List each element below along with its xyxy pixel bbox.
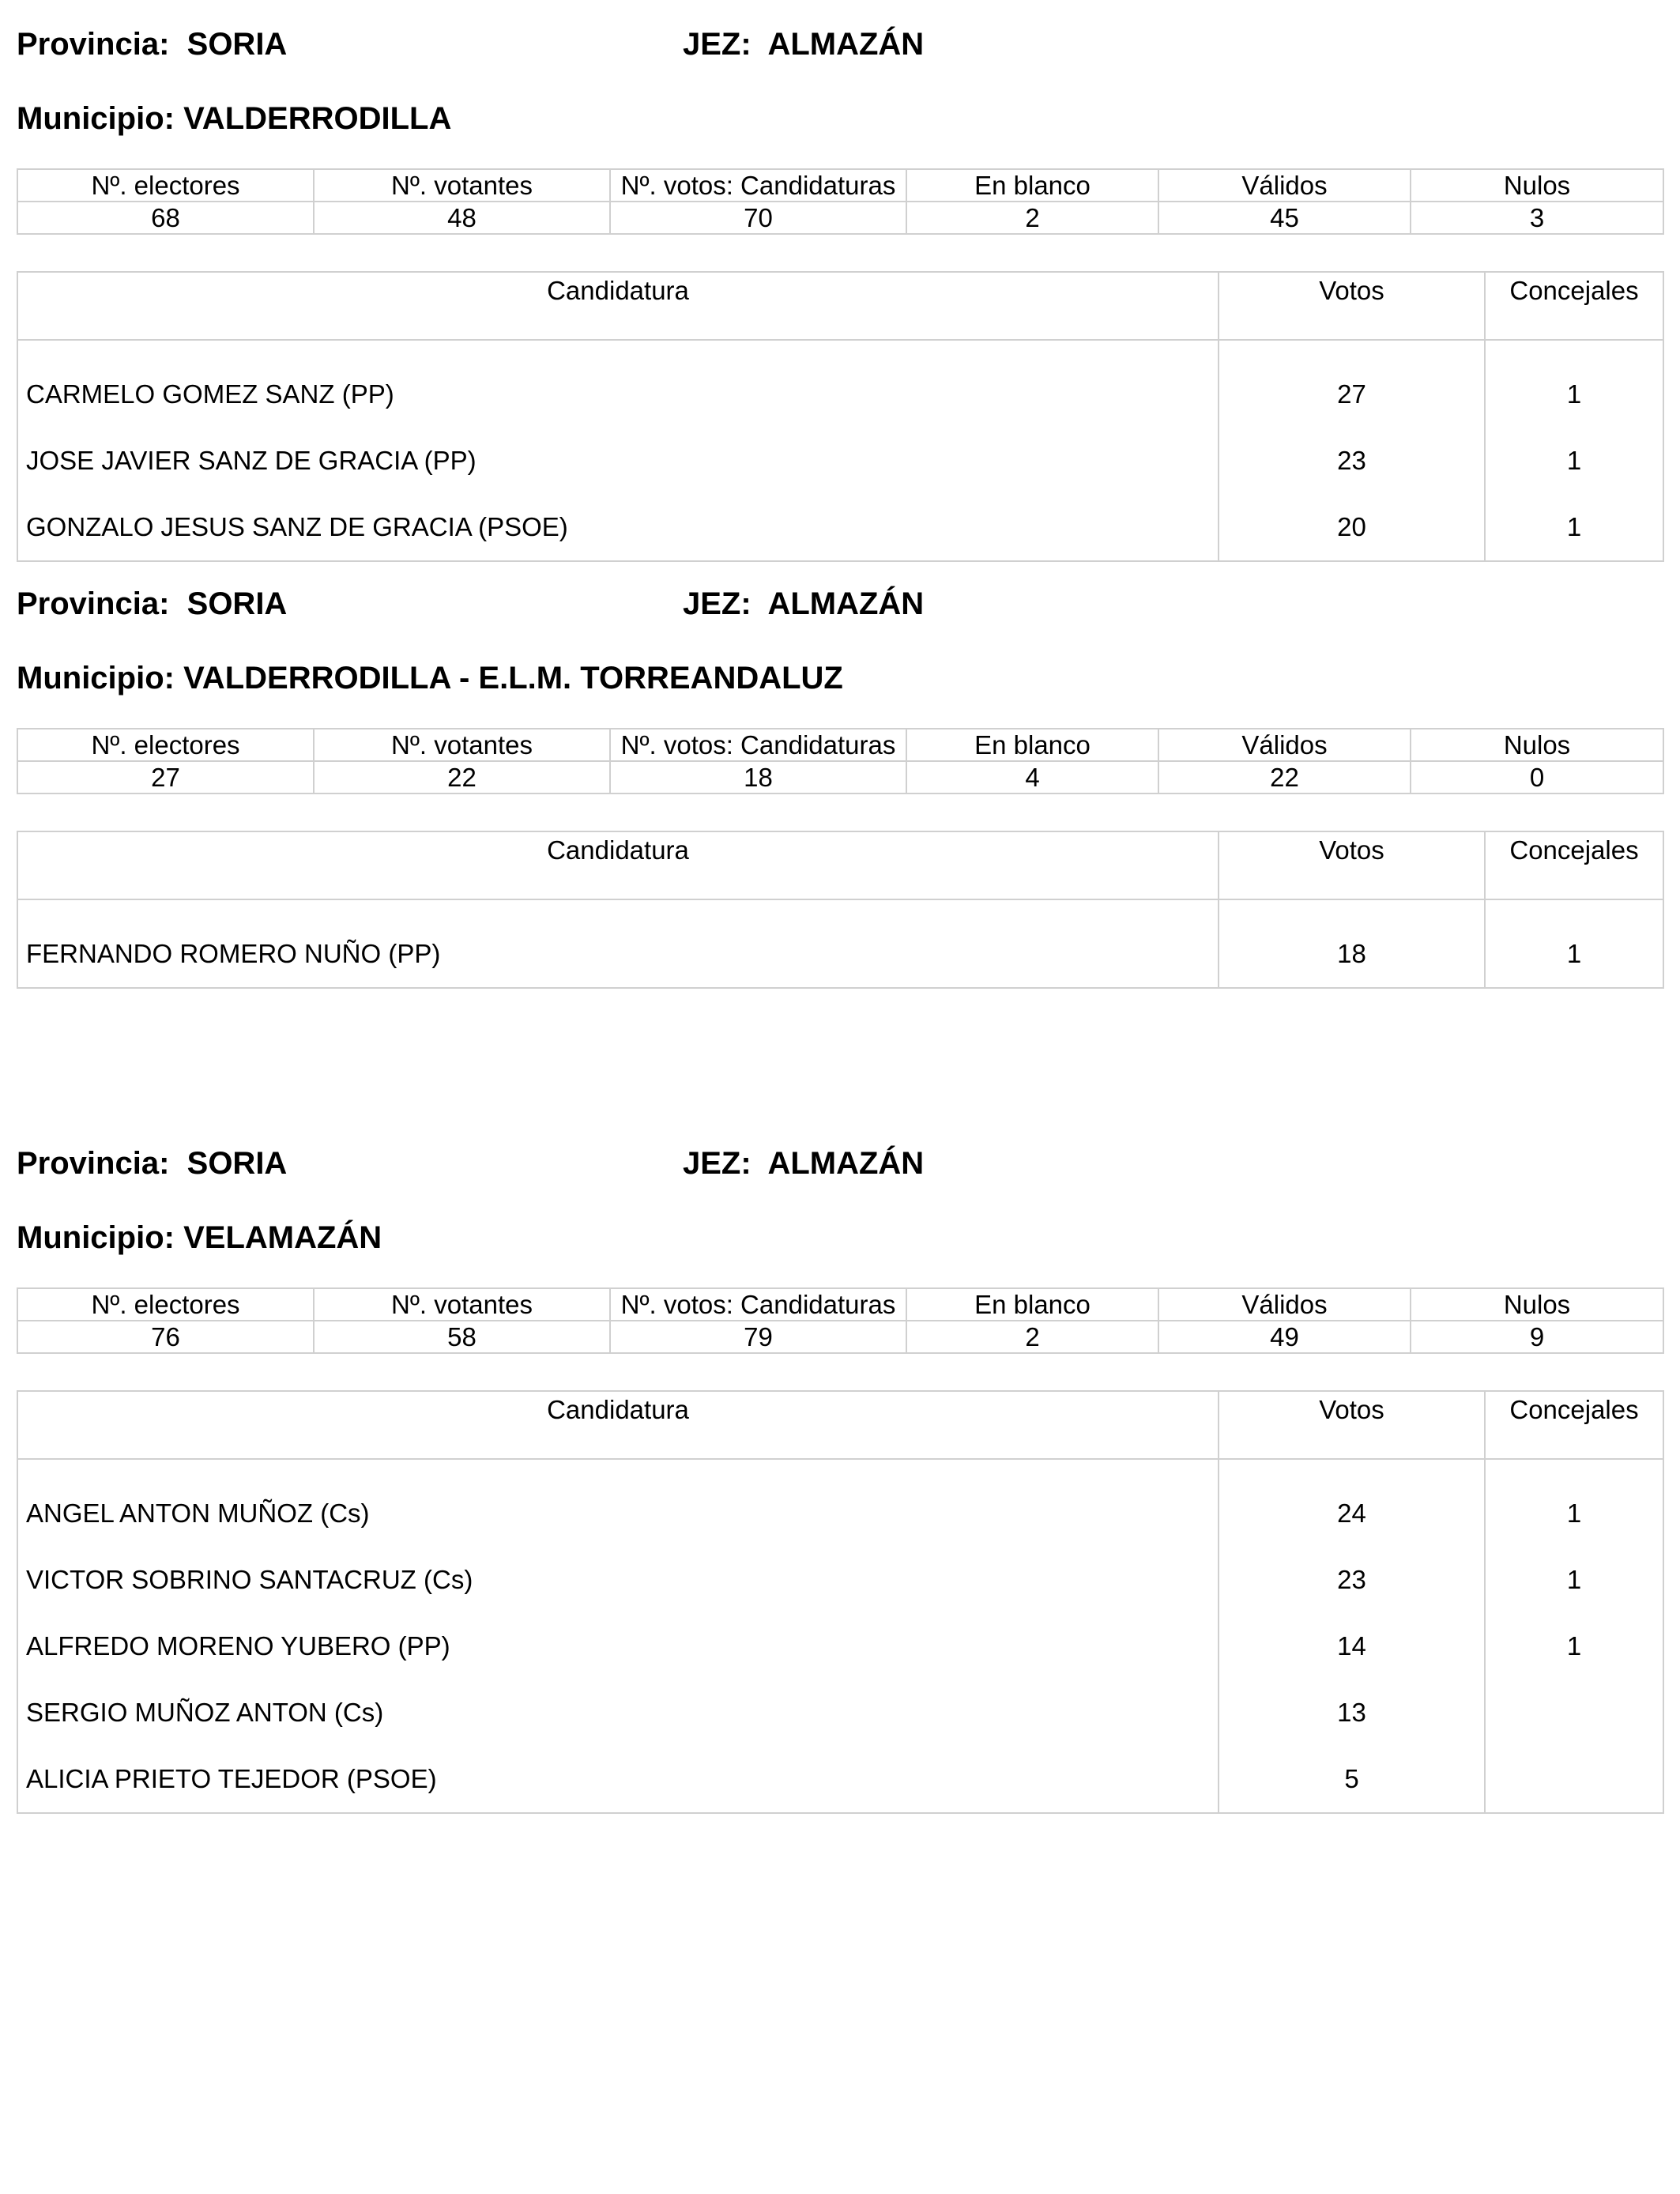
candidates-header-row: Candidatura Votos Concejales bbox=[17, 272, 1663, 340]
candidate-row: ALFREDO MORENO YUBERO (PP) 14 1 bbox=[17, 1613, 1663, 1679]
stats-table bbox=[17, 728, 1664, 794]
candidate-row: GONZALO JESUS SANZ DE GRACIA (PSOE) 20 1 bbox=[17, 494, 1663, 561]
candidate-row: JOSE JAVIER SANZ DE GRACIA (PP) 23 1 bbox=[17, 428, 1663, 494]
provincia-line: Provincia: SORIA bbox=[17, 1146, 288, 1181]
candidate-row: VICTOR SOBRINO SANTACRUZ (Cs) 23 1 bbox=[17, 1547, 1663, 1613]
candidate-row: SERGIO MUÑOZ ANTON (Cs) 13 bbox=[17, 1679, 1663, 1746]
stats-table bbox=[17, 168, 1664, 235]
candidate-row: ALICIA PRIETO TEJEDOR (PSOE) 5 bbox=[17, 1746, 1663, 1813]
stats-value-row: 76 58 79 2 49 9 bbox=[17, 1321, 1663, 1353]
jez-line: JEZ: ALMAZÁN bbox=[683, 27, 925, 62]
candidates-table bbox=[17, 831, 1664, 989]
stats-value-row: 68 48 70 2 45 3 bbox=[17, 202, 1663, 234]
candidate-row: CARMELO GOMEZ SANZ (PP) 27 1 bbox=[17, 361, 1663, 428]
candidate-row: ANGEL ANTON MUÑOZ (Cs) 24 1 bbox=[17, 1480, 1663, 1547]
results-section bbox=[17, 575, 1663, 968]
candidates-table bbox=[17, 1390, 1664, 1814]
candidates-table bbox=[17, 271, 1664, 562]
stats-header-row: Nº. electores Nº. votantes Nº. votos: Candidaturas En blanco Válidos Nulos bbox=[17, 169, 1663, 202]
candidates-header-row: Candidatura Votos Concejales bbox=[17, 831, 1663, 899]
jez-line: JEZ: ALMAZÁN bbox=[683, 586, 925, 621]
stats-header-row: Nº. electores Nº. votantes Nº. votos: Candidaturas En blanco Válidos Nulos bbox=[17, 729, 1663, 761]
stats-table bbox=[17, 1287, 1664, 1354]
provincia-line: Provincia: SORIA bbox=[17, 586, 288, 621]
provincia-line: Provincia: SORIA bbox=[17, 27, 288, 62]
stats-value-row: 27 22 18 4 22 0 bbox=[17, 761, 1663, 794]
stats-header-row: Nº. electores Nº. votantes Nº. votos: Candidaturas En blanco Válidos Nulos bbox=[17, 1288, 1663, 1321]
jez-line: JEZ: ALMAZÁN bbox=[683, 1146, 925, 1181]
municipio-title: Municipio: VALDERRODILLA bbox=[17, 101, 452, 136]
candidate-row: FERNANDO ROMERO NUÑO (PP) 18 1 bbox=[17, 921, 1663, 988]
municipio-title: Municipio: VELAMAZÁN bbox=[17, 1220, 382, 1255]
municipio-title: Municipio: VALDERRODILLA - E.L.M. TORREANDALUZ bbox=[17, 661, 843, 696]
results-section bbox=[17, 1135, 1663, 1793]
results-section bbox=[17, 16, 1663, 541]
candidates-header-row: Candidatura Votos Concejales bbox=[17, 1391, 1663, 1459]
